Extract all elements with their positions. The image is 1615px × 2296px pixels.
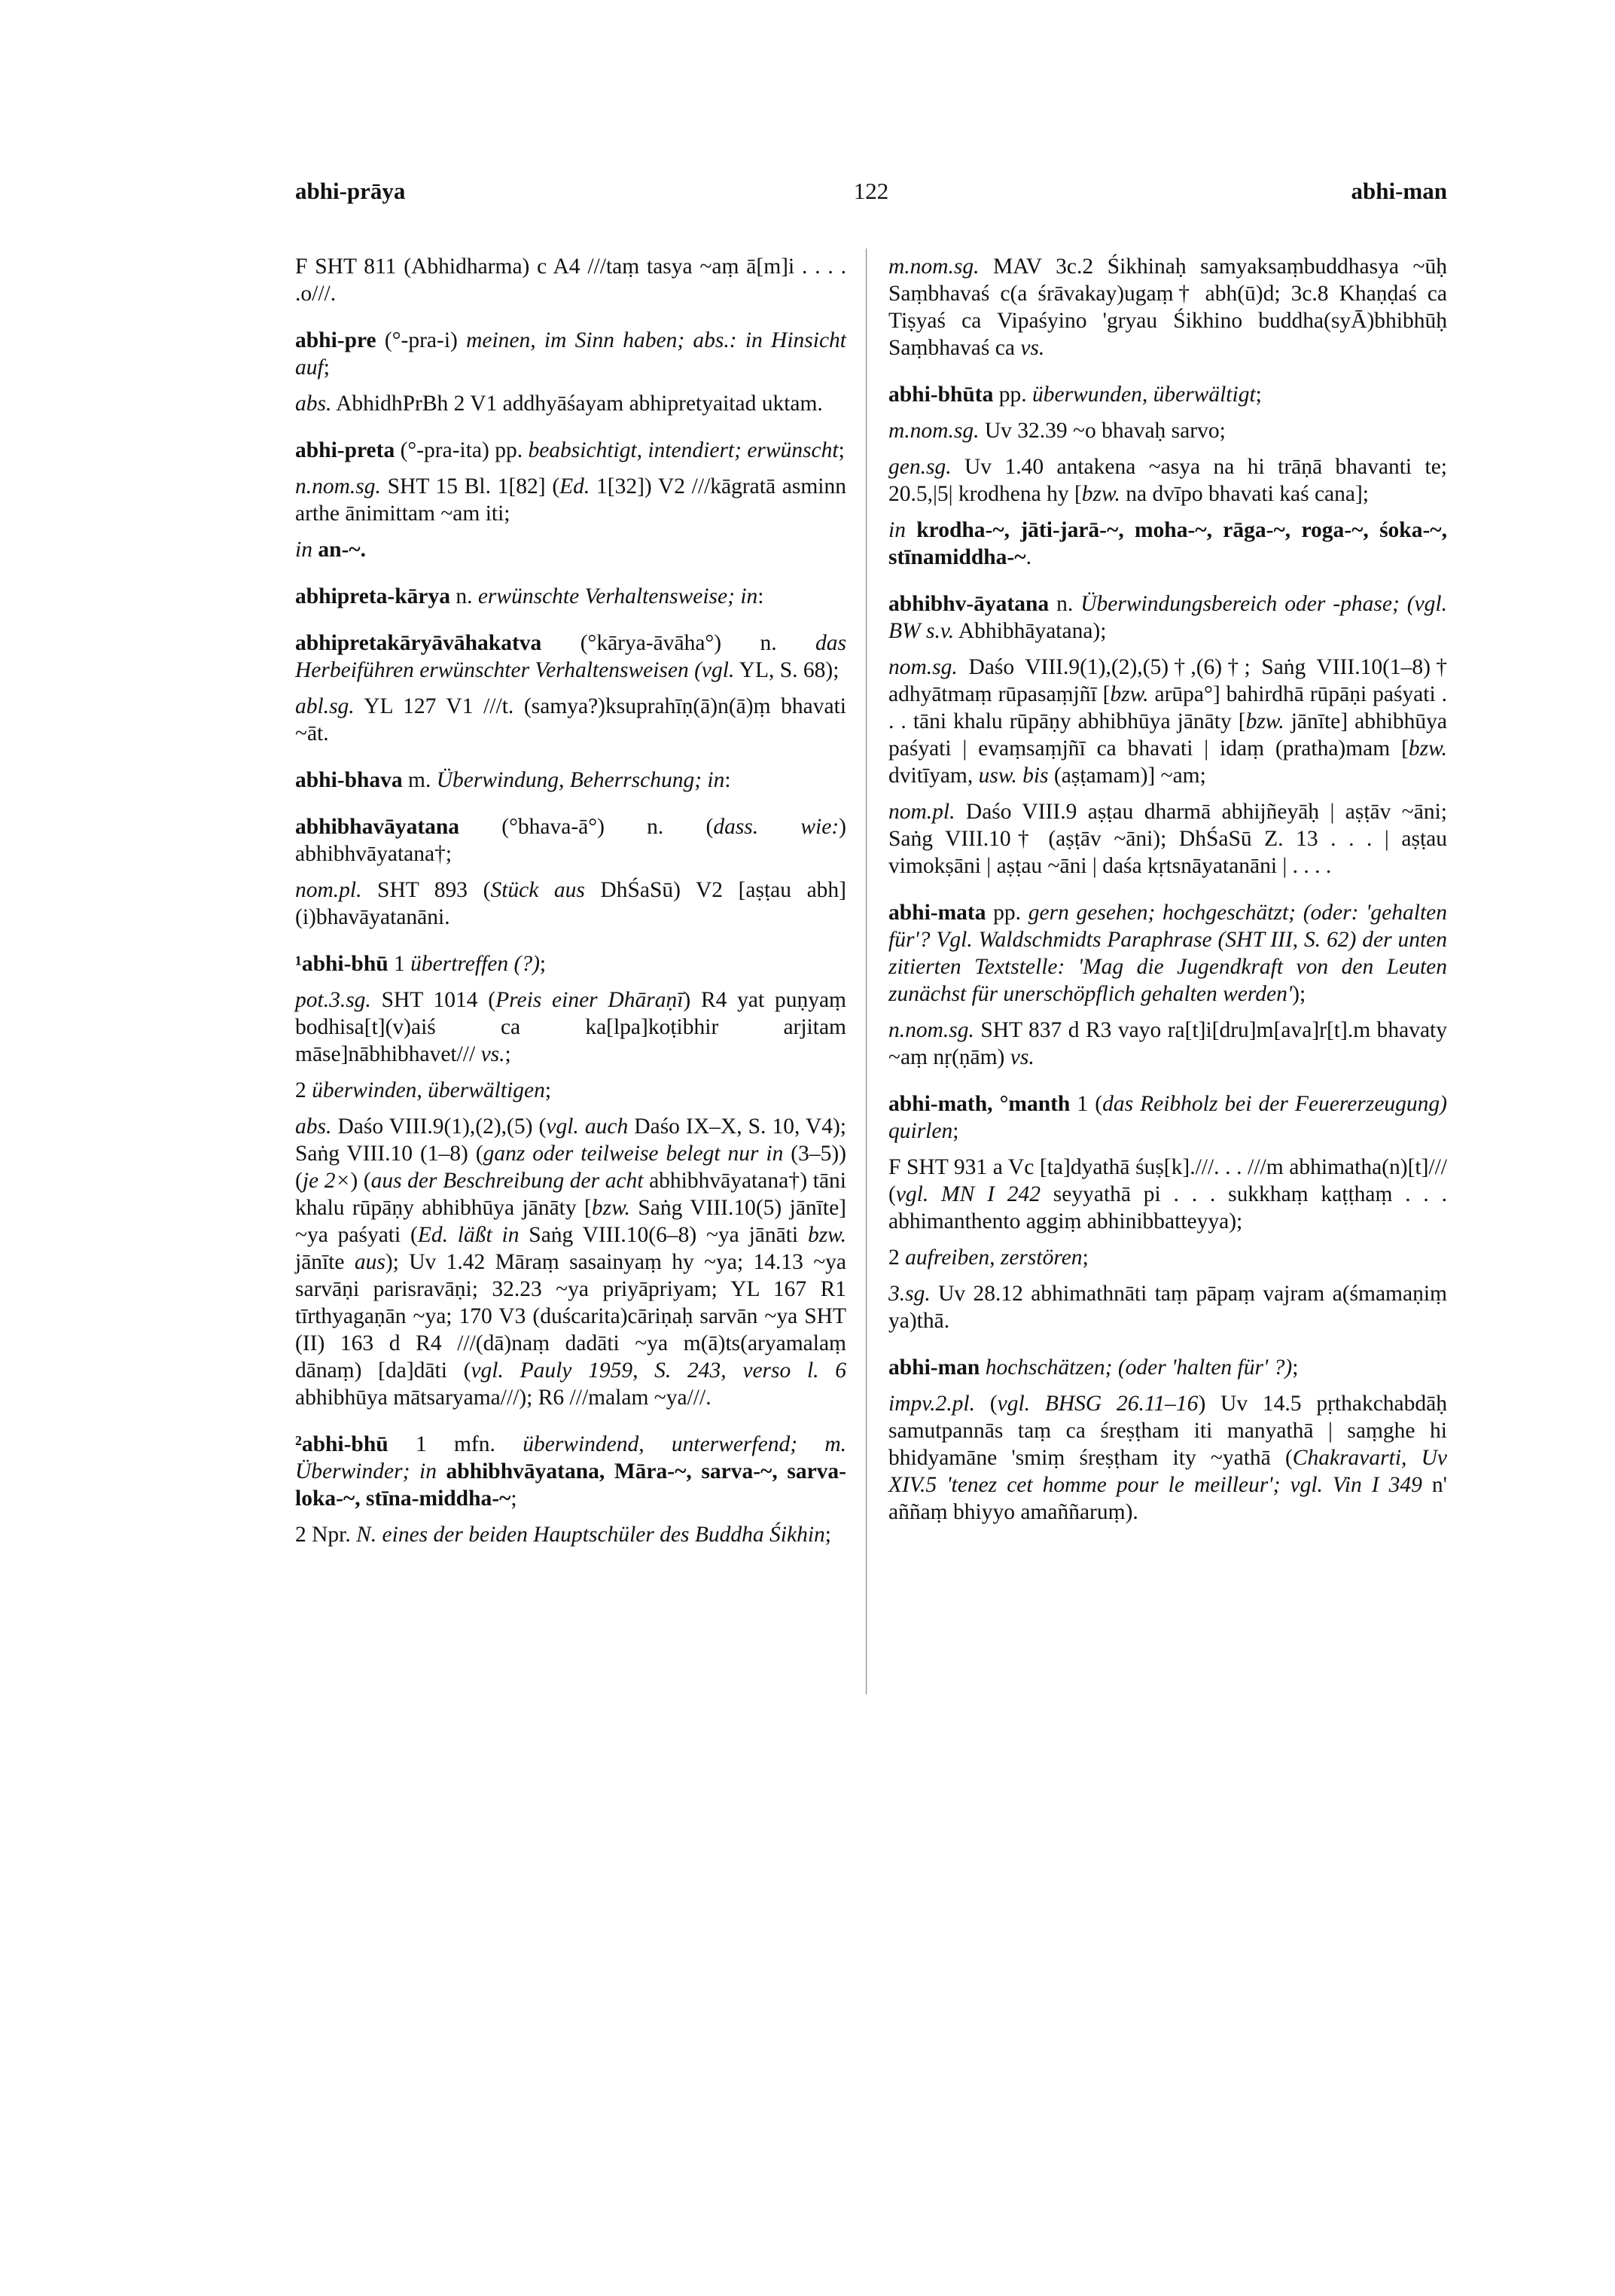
dictionary-paragraph (295, 986, 846, 1068)
italic-gloss: 3.sg. (888, 1282, 931, 1306)
dictionary-paragraph (888, 654, 1447, 789)
dictionary-paragraph (888, 899, 1447, 1008)
text-run: Saṅg VIII.10(5) jānīte] ~ya paśyati ( (295, 1196, 846, 1247)
text-run: (3–5)) ( (295, 1142, 846, 1193)
italic-gloss: meinen, im Sinn haben; abs.: in Hinsicht auf (295, 328, 846, 380)
text-run: 1[32]) V2 ///kāgratā asminn arthe ānimittam ~am iti; (295, 474, 846, 526)
text-run: Abhibhāyatana); (954, 619, 1107, 643)
headword: abhi-preta (295, 438, 395, 462)
italic-gloss: übertreffen (?) (410, 952, 540, 976)
dictionary-paragraph (888, 1390, 1447, 1526)
italic-gloss: dass. wie: (713, 815, 839, 839)
text-run: Daśo VIII.9 aṣṭau dharmā abhijñeyāḥ | aṣṭāv ~āni; Saṅg VIII.10† (aṣṭāv ~āni); DhŚaSū Z. 13 . . . | aṣṭau vimokṣāni | aṣṭau ~āni | daśa kṛtsnāyatanāni | . . . . (888, 800, 1447, 878)
dictionary-paragraph (295, 630, 846, 684)
dictionary-paragraph (888, 1090, 1447, 1145)
italic-gloss: gern gesehen; hochgeschätzt; (oder: 'gehalten für'? Vgl. Waldschmidts Paraphrase (SHT III, S. 62) der unten zitierten Textstelle: 'Mag die Jugendkraft von den Leuten zunächst für unerschöpflich gehalten werden' (888, 901, 1447, 1006)
text-run: 1 mfn. (388, 1432, 523, 1456)
text-run: Uv 1.40 antakena ~asya na hi trāṇā bhavanti te; 20.5,|5| krodhena hy [ (888, 455, 1447, 506)
italic-gloss: Preis einer Dhāraṇī (495, 988, 684, 1012)
dictionary-paragraph (888, 1354, 1447, 1381)
dictionary-paragraph (888, 381, 1447, 408)
text-run: ); (1292, 982, 1306, 1006)
italic-gloss: hochschätzen; (oder 'halten für' ?) (980, 1355, 1293, 1380)
headword: abhi-math, °manth (888, 1092, 1071, 1116)
italic-gloss: Überwindungsbereich oder -phase; (vgl. BW s.v. (888, 592, 1447, 643)
dictionary-paragraph (295, 390, 846, 417)
italic-gloss: abl.sg. (295, 694, 355, 718)
text-run: ; (510, 1486, 517, 1511)
italic-gloss: Ed. (559, 474, 590, 499)
text-run: pp. (986, 901, 1028, 925)
dictionary-paragraph (888, 453, 1447, 508)
text-run: : (724, 768, 731, 792)
headword: abhi-mata (888, 901, 986, 925)
italic-gloss: aus (354, 1250, 385, 1274)
headword: abhibhavāyatana (295, 815, 460, 839)
dictionary-paragraph (295, 583, 846, 610)
dictionary-paragraph (295, 536, 846, 563)
text-run: na dvīpo bhavati kaś cana]; (1120, 482, 1369, 506)
text-run: Daśo IX–X, S. 10, V4); Saṅg VIII.10 (1–8) ( (295, 1114, 846, 1166)
italic-gloss: vs. (1010, 1045, 1035, 1069)
italic-gloss: nom.pl. (888, 800, 955, 824)
headword: abhipreta-kārya (295, 584, 450, 608)
italic-gloss: das Reibholz bei der Feuererzeugung) quirlen (888, 1092, 1447, 1143)
italic-gloss: das Herbeiführen erwünschter Verhaltensweisen (vgl. (295, 631, 846, 682)
dictionary-paragraph (295, 327, 846, 381)
text-run: DhŚaSū) V2 [aṣṭau abh](i)bhavāyatanāni. (295, 878, 846, 929)
text-run: ) Uv 14.5 pṛthakchabdāḥ samutpannās taṃ ca śreṣṭham iti manyathā | saṃghe hi bhidyamāne 'smiṃ śreṣṭham ity ~yathā ( (888, 1392, 1447, 1470)
page-header (295, 178, 1447, 208)
dictionary-paragraph (888, 517, 1447, 571)
text-run: ; (323, 355, 330, 380)
text-run: : (757, 584, 764, 608)
dictionary-paragraph (888, 1244, 1447, 1271)
column-divider (866, 249, 867, 1694)
text-run: ( (974, 1392, 998, 1416)
headword: ²abhi-bhū (295, 1432, 389, 1456)
italic-gloss: vgl. Pauly 1959, S. 243, verso l. 6 (471, 1358, 846, 1383)
italic-gloss: vgl. BHSG 26.11–16 (997, 1392, 1199, 1416)
headword: abhibhvāyatana, Māra-~, sarva-~, sarva-loka-~, stīna-middha-~ (295, 1459, 847, 1511)
text-run: ; (544, 1078, 552, 1102)
text-run: YL 127 V1 ///t. (samya?)ksuprahīṇ(ā)n(ā)ṃ bhavati ~āt. (295, 694, 846, 746)
italic-gloss: abs. (295, 1114, 332, 1139)
text-run: ; (539, 952, 547, 976)
text-run: . (1025, 545, 1031, 569)
italic-gloss: in (295, 538, 312, 562)
italic-gloss: abs. (295, 392, 332, 416)
italic-gloss: bzw. (1245, 709, 1284, 733)
dictionary-paragraph (295, 877, 846, 931)
dictionary-paragraph (888, 417, 1447, 444)
italic-gloss: nom.pl. (295, 878, 362, 902)
dictionary-paragraph (888, 253, 1447, 361)
italic-gloss: n.nom.sg. (888, 1018, 974, 1042)
italic-gloss: Ed. läßt in (417, 1223, 520, 1247)
text-run: pp. (993, 383, 1033, 407)
text-run: ) ( (350, 1169, 371, 1193)
text-run: YL, S. 68); (734, 658, 839, 682)
text-run: SHT 15 Bl. 1[82] ( (380, 474, 560, 499)
text-run: SHT 1014 ( (370, 988, 496, 1012)
italic-gloss: vgl. auch (546, 1114, 629, 1139)
italic-gloss: in (888, 518, 906, 542)
dictionary-paragraph (295, 1113, 846, 1411)
italic-gloss: m.nom.sg. (888, 255, 980, 279)
italic-gloss: pot.3.sg. (295, 988, 371, 1012)
text-run: dvitīyam, (888, 764, 979, 788)
italic-gloss: ganz oder teilweise belegt nur in (483, 1142, 784, 1166)
text-run: F SHT 811 (Abhidharma) c A4 ///taṃ tasya ~aṃ ā[m]i . . . . .o///. (295, 255, 846, 306)
text-run: ; (952, 1119, 959, 1143)
text-run: SHT 893 ( (361, 878, 491, 902)
text-run: Uv 32.39 ~o bhavaḥ sarvo; (979, 419, 1226, 443)
italic-gloss: überwindend, unterwerfend; m. Überwinder; in (295, 1432, 846, 1483)
text-run: Daśo VIII.9(1),(2),(5) ( (331, 1114, 547, 1139)
text-run: 1 ( (1070, 1092, 1103, 1116)
page-number: 122 (853, 178, 889, 204)
left-column (295, 253, 846, 1557)
italic-gloss: usw. bis (978, 764, 1049, 788)
text-run: F SHT 931 a Vc [ta]dyathā śuṣ[k].///. . . ///m abhimatha(n)[t]/// ( (888, 1155, 1447, 1206)
italic-gloss: Chakravarti, Uv XIV.5 'tenez cet homme pour le meilleur'; vgl. Vin I 349 (888, 1446, 1447, 1497)
dictionary-paragraph (295, 473, 846, 527)
italic-gloss: bzw. (591, 1196, 630, 1220)
dictionary-paragraph (295, 813, 846, 867)
text-run: Uv 28.12 abhimathnāti taṃ pāpaṃ vajram a(śmamaṇiṃ ya)thā. (888, 1282, 1447, 1333)
italic-gloss: je 2× (302, 1169, 351, 1193)
text-run: (aṣṭamam)] ~am; (1048, 764, 1206, 788)
headword: krodha-~, jāti-jarā-~, moha-~, rāga-~, roga-~, śoka-~, stīnamiddha-~ (888, 518, 1447, 569)
text-run: ); Uv 1.42 Māraṃ sasainyaṃ hy ~ya; 14.13 ~ya sarvāṇi parisravāṇi; 32.23 ~ya priyāpriyam; YL 167 R1 tīrthyagaṇān ~ya; 170 V3 (duścarita)cāriṇaḥ sarvān ~ya SHT (II) 163 d R4 ///(dā)naṃ dadāti ~ya m(ā)ts(aryamalaṃ dānaṃ) [da]dāti ( (295, 1250, 847, 1383)
text-run: ; (1292, 1355, 1299, 1380)
headword: abhi-man (888, 1355, 980, 1380)
dictionary-paragraph (295, 1521, 846, 1548)
running-head-right: abhi-man (1351, 178, 1447, 204)
text-run: 2 Npr. (295, 1523, 357, 1547)
text-run: arūpa°] bahirdhā rūpāṇi paśyati . . . tāni khalu rūpāṇy abhibhūya jānāty [ (888, 682, 1447, 733)
text-run: n. (1049, 592, 1081, 616)
text-run: (°bhava-ā°) n. ( (459, 815, 714, 839)
text-run: Daśo VIII.9(1),(2),(5)†,(6)†; Saṅg VIII.10(1–8)† adhyātmaṃ rūpasaṃjñī [ (888, 655, 1447, 706)
text-run: jānīte] abhibhūya paśyati | evaṃsaṃjñī ca bhavati | idaṃ (pratha)mam [ (888, 709, 1448, 761)
text-run: jānīte (295, 1250, 355, 1274)
dictionary-paragraph (295, 1431, 846, 1512)
italic-gloss: Stück aus (490, 878, 585, 902)
italic-gloss: bzw. (1408, 736, 1447, 761)
text-run: ; (1255, 383, 1262, 407)
text-run: SHT 837 d R3 vayo ra[t]i[dru]m[ava]r[t].m bhavaty ~aṃ nṛ(ṇām) (888, 1018, 1447, 1069)
dictionary-paragraph (888, 1280, 1447, 1334)
italic-gloss: überwinden, überwältigen (312, 1078, 545, 1102)
text-run: ; (838, 438, 845, 462)
text-run: 2 (295, 1078, 312, 1102)
italic-gloss: bzw. (1110, 682, 1149, 706)
running-head-left: abhi-prāya (295, 178, 406, 204)
headword: abhibhv-āyatana (888, 592, 1050, 616)
headword: an-~. (312, 538, 367, 562)
italic-gloss: aus der Beschreibung der acht (370, 1169, 644, 1193)
right-column (888, 253, 1447, 1535)
headword: abhi-bhava (295, 768, 403, 792)
text-run: abhibhvāyatana†) tāni khalu rūpāṇy abhibhūya jānāty [ (295, 1169, 846, 1220)
italic-gloss: bzw. (807, 1223, 847, 1247)
dictionary-paragraph (295, 950, 846, 977)
text-run: (°kārya-āvāha°) n. (541, 631, 816, 655)
text-run: ; (504, 1042, 511, 1066)
dictionary-paragraph (295, 253, 846, 307)
italic-gloss: bzw. (1081, 482, 1120, 506)
italic-gloss: Überwindung, Beherrschung; in (436, 768, 725, 792)
text-run: Saṅg VIII.10(6–8) ~ya jānāti (519, 1223, 808, 1247)
headword: abhi-bhūta (888, 383, 994, 407)
dictionary-paragraph (295, 437, 846, 464)
text-run: n. (449, 584, 478, 608)
headword: ¹abhi-bhū (295, 952, 389, 976)
dictionary-paragraph (888, 1154, 1447, 1235)
dictionary-paragraph (888, 1017, 1447, 1071)
italic-gloss: gen.sg. (888, 455, 952, 479)
italic-gloss: n.nom.sg. (295, 474, 381, 499)
dictionary-paragraph (888, 590, 1447, 645)
text-run: abhibhūya mātsaryama///); R6 ///malam ~ya///. (295, 1386, 712, 1410)
italic-gloss: erwünschte Verhaltensweise; in (477, 584, 758, 608)
text-run: AbhidhPrBh 2 V1 addhyāśayam abhipretyaitad uktam. (331, 392, 823, 416)
text-run: ; (824, 1523, 831, 1547)
text-run: seyyathā pi . . . sukkhaṃ kaṭṭhaṃ . . . abhimanthento aggiṃ abhinibbatteyya); (888, 1182, 1447, 1233)
dictionary-paragraph (295, 767, 846, 794)
text-run: ) R4 yat puṇyaṃ bodhisa[t](v)aiś ca ka[lpa]koṭibhir arjitam māse]nābhibhavet/// (295, 988, 846, 1066)
dictionary-paragraph (888, 798, 1447, 880)
text-run: ; (1082, 1246, 1089, 1270)
text-run: 2 (888, 1246, 906, 1270)
italic-gloss: vs. (480, 1042, 505, 1066)
italic-gloss: m.nom.sg. (888, 419, 980, 443)
text-run: n' aññaṃ bhiyyo amaññaruṃ). (888, 1473, 1447, 1524)
italic-gloss: vs. (1020, 336, 1045, 360)
text-run: (°-pra-i) (376, 328, 467, 352)
dictionary-paragraph (295, 693, 846, 747)
italic-gloss: nom.sg. (888, 655, 958, 679)
text-run: (°-pra-ita) pp. (395, 438, 529, 462)
text-run: ) abhibhvāyatana†; (295, 815, 846, 866)
dictionary-paragraph (295, 1077, 846, 1104)
headword: abhipretakāryāvāhakatva (295, 631, 542, 655)
italic-gloss: N. eines der beiden Hauptschüler des Buddha Śikhin (356, 1523, 825, 1547)
headword: abhi-pre (295, 328, 376, 352)
italic-gloss: beabsichtigt, intendiert; erwünscht (528, 438, 839, 462)
italic-gloss: aufreiben, zerstören (905, 1246, 1083, 1270)
text-run: m. (402, 768, 437, 792)
italic-gloss: überwunden, überwältigt (1032, 383, 1256, 407)
text-run: 1 (388, 952, 411, 976)
text-run: MAV 3c.2 Śikhinaḥ samyaksaṃbuddhasya ~ūḥ Saṃbhavaś c(a śrāvakay)ugaṃ† abh(ū)d; 3c.8 Khaṇḍaś ca Tiṣyaś ca Vipaśyino 'gryau Śikhino buddha(syĀ)bhibhūḥ Saṃbhavaś ca (888, 255, 1447, 360)
italic-gloss: impv.2.pl. (888, 1392, 975, 1416)
italic-gloss: vgl. MN I 242 (895, 1182, 1041, 1206)
